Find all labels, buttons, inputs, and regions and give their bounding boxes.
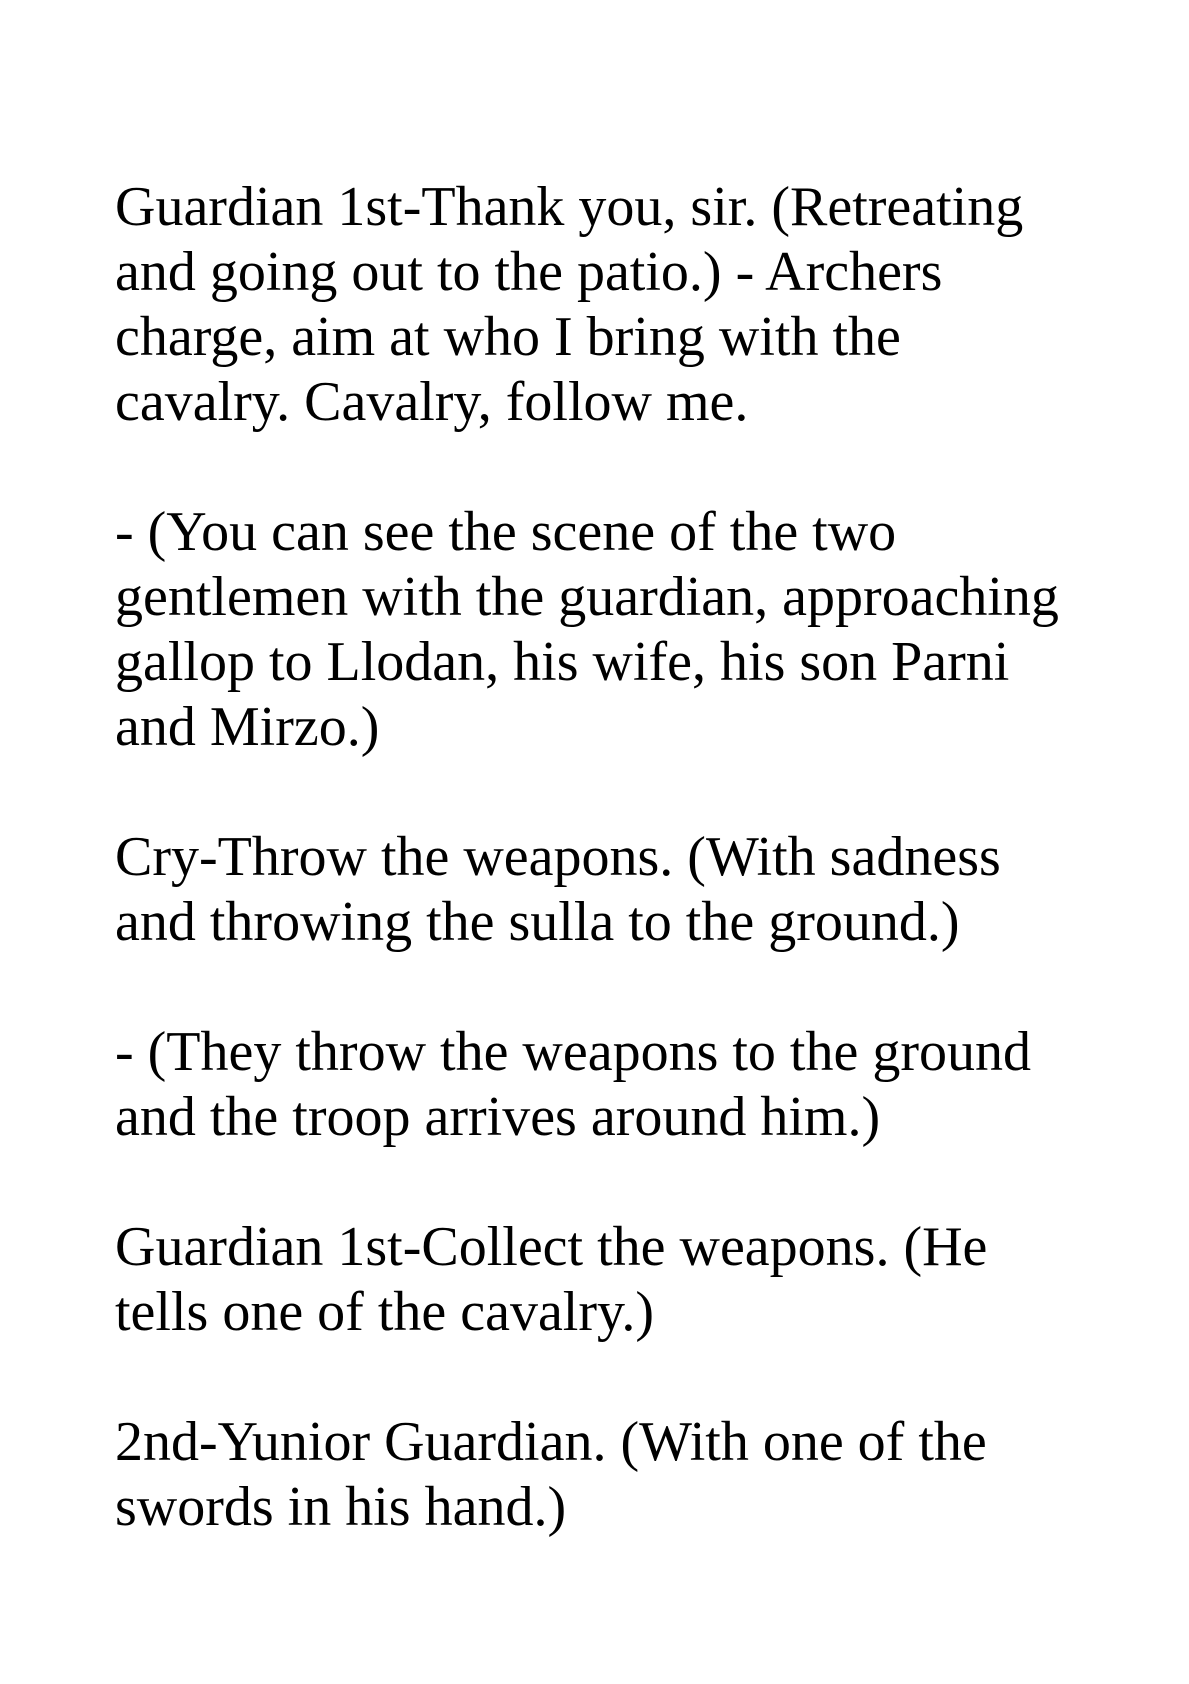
paragraph-yunior-guardian: 2nd-Yunior Guardian. (With one of the swords in his hand.)	[115, 1411, 987, 1538]
paragraph-guardian-thanks: Guardian 1st-Thank you, sir. (Retreating and going out to the patio.) - Archers charge, aim at who I bring with the cavalry. Cavalry, follow me.	[115, 176, 1024, 433]
paragraph-cry-throw: Cry-Throw the weapons. (With sadness and throwing the sulla to the ground.)	[115, 826, 1001, 953]
paragraph-throw-weapons: - (They throw the weapons to the ground and the troop arrives around him.)	[115, 1021, 1031, 1148]
paragraph-scene-gentlemen: - (You can see the scene of the two gentlemen with the guardian, approaching gallop to Llodan, his wife, his son Parni and Mirzo.)	[115, 501, 1059, 758]
script-text	[115, 175, 1115, 1605]
paragraph-collect-weapons: Guardian 1st-Collect the weapons. (He tells one of the cavalry.)	[115, 1216, 988, 1343]
